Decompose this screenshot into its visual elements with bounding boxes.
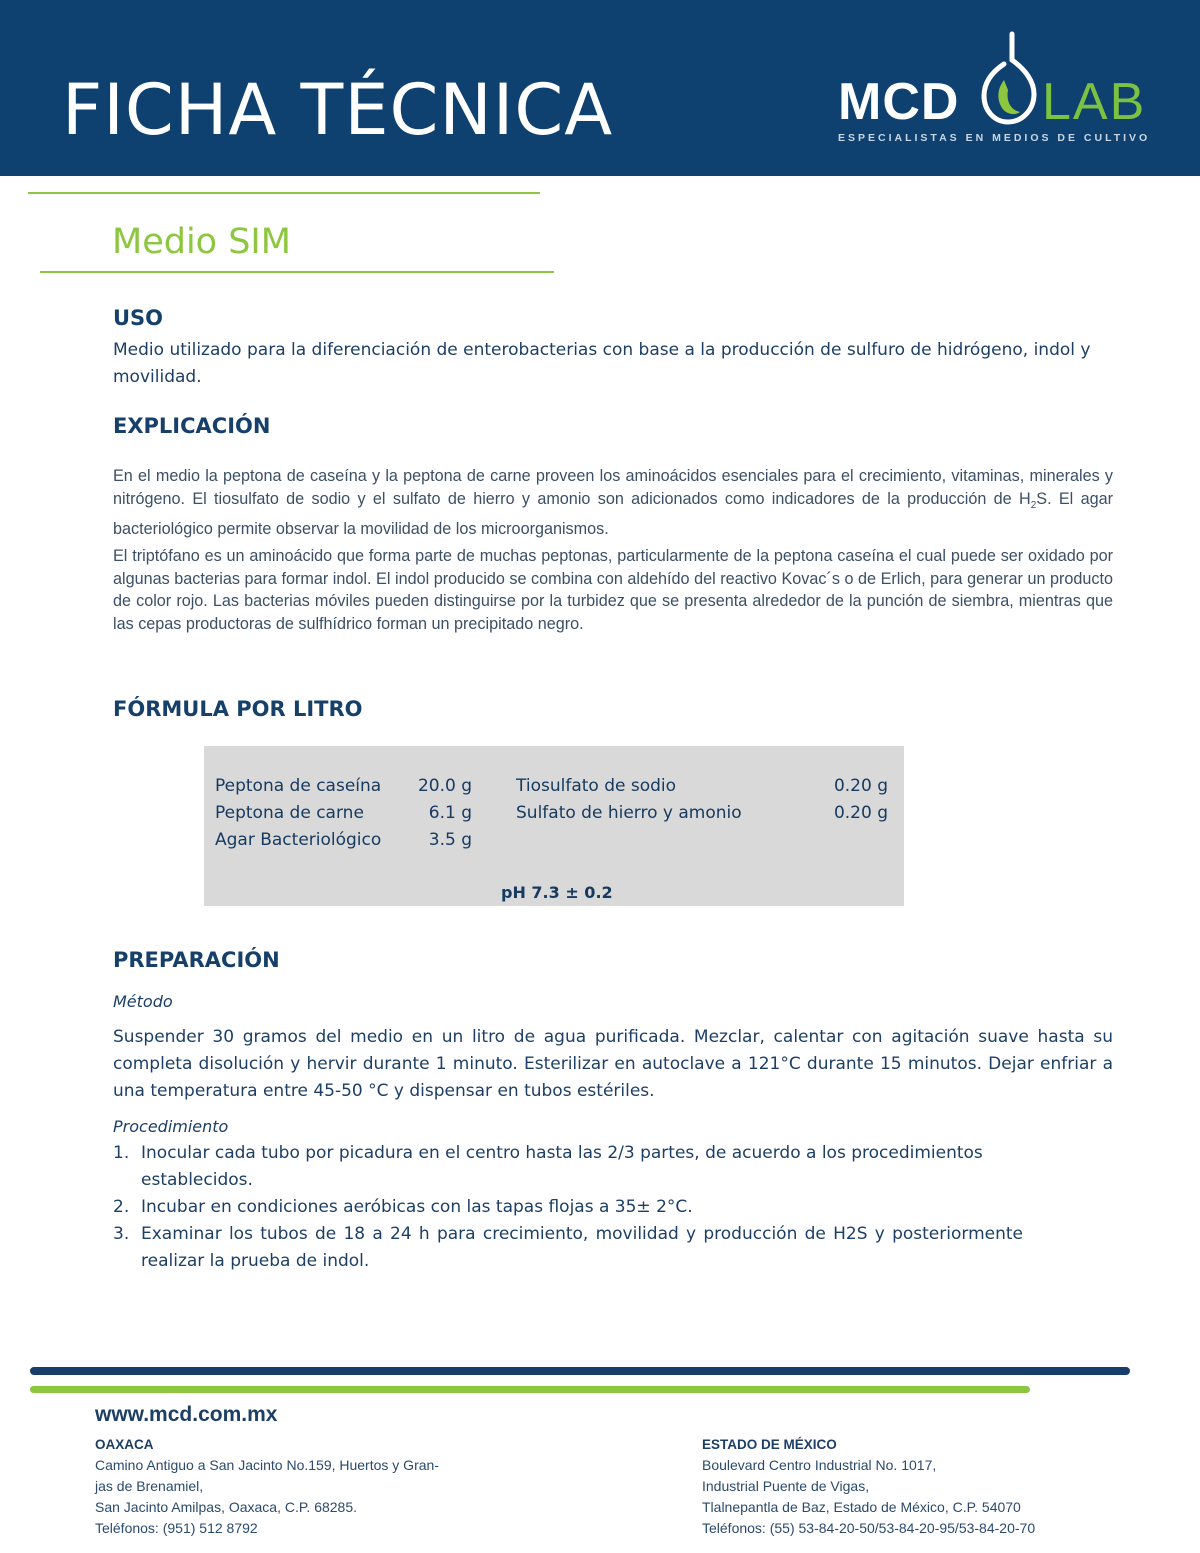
- explicacion-p1-start: En el medio la peptona de caseína y la peptona de carne proveen los aminoácidos esenciales para el crecimiento, vitaminas, minerales y nitrógeno. El tiosulfato de sodio y el sulfato de hierro y amonio son adicionados como indicadores de la producción de H: [113, 467, 1113, 508]
- explicacion-paragraph-2: El triptófano es un aminoácido que forma parte de muchas peptonas, particularmente de la peptona caseína el cual puede ser oxidado por algunas bacterias para formar indol. El indol producido se combina con aldehído del reactivo Kovac´s o de Erlich, para generar un producto de color rojo. Las bacterias móviles pueden distinguirse por la turbidez que se presenta alrededor de la punción de siembra, mientras que las cepas productoras de sulfhídrico forman un precipitado negro.: [113, 547, 1113, 634]
- step-text: Incubar en condiciones aeróbicas con las tapas flojas a 35± 2°C.: [141, 1197, 693, 1217]
- uso-text: Medio utilizado para la diferenciación de enterobacterias con base a la producción de sulfuro de hidrógeno, indol y movilidad.: [113, 340, 1091, 387]
- formula-ingredient: Peptona de carne: [215, 803, 364, 823]
- formula-amount: 20.0 g: [417, 776, 472, 796]
- edomex-phone: Teléfonos: (55) 53-84-20-50/53-84-20-95/53-84-20-70: [702, 1520, 1036, 1536]
- edomex-address-line: Boulevard Centro Industrial No. 1017,: [702, 1457, 937, 1473]
- document-title: FICHA TÉCNICA: [62, 69, 614, 151]
- preparacion-heading: PREPARACIÓN: [113, 948, 280, 972]
- step-text: Inocular cada tubo por picadura en el centro hasta las 2/3 partes, de acuerdo a los procedimientos establecidos.: [141, 1143, 983, 1190]
- step-number: 1.: [113, 1143, 130, 1163]
- metodo-text: Suspender 30 gramos del medio en un litro de agua purificada. Mezclar, calentar con agitación suave hasta su completa disolución y hervir durante 1 minuto. Esterilizar en autoclave a 121°C durante 15 minutos. Dejar enfriar a una temperatura entre 45-50 °C y dispensar en tubos estériles.: [113, 1027, 1113, 1101]
- formula-ingredient: Agar Bacteriológico: [215, 830, 382, 850]
- formula-amount: 3.5 g: [428, 830, 472, 850]
- footer-blue-bar: [30, 1367, 1130, 1375]
- logo-lab-text: LAB: [1042, 73, 1147, 131]
- title-bottom-rule: [40, 271, 554, 273]
- flask-drop-icon: [974, 30, 1044, 126]
- h2s-subscript: 2: [1030, 499, 1037, 511]
- procedimiento-list: [113, 1140, 1023, 1275]
- oaxaca-address-line: jas de Brenamiel,: [95, 1478, 204, 1494]
- explicacion-heading: EXPLICACIÓN: [113, 414, 271, 438]
- website-url: www.mcd.com.mx: [95, 1403, 278, 1426]
- formula-ph: pH 7.3 ± 0.2: [501, 883, 613, 902]
- logo-mcd-text: MCD: [838, 73, 960, 131]
- formula-amount: 0.20 g: [833, 803, 888, 823]
- oaxaca-address-line: San Jacinto Amilpas, Oaxaca, C.P. 68285.: [95, 1499, 358, 1515]
- procedimiento-step: [113, 1194, 1023, 1221]
- formula-table: [204, 746, 904, 906]
- procedimiento-step: [113, 1140, 1023, 1194]
- product-title: Medio SIM: [112, 222, 291, 262]
- formula-amount: 6.1 g: [428, 803, 472, 823]
- explicacion-p1-end: S. El agar bacteriológico permite observar la movilidad de los microorganismos.: [113, 489, 1114, 538]
- step-text: Examinar los tubos de 18 a 24 h para crecimiento, movilidad y producción de H2S y posteriormente realizar la prueba de indol.: [141, 1224, 1023, 1271]
- formula-amount: 0.20 g: [833, 776, 888, 796]
- oaxaca-address-line: Camino Antiguo a San Jacinto No.159, Huertos y Gran-: [95, 1457, 439, 1473]
- step-number: 3.: [113, 1224, 130, 1244]
- edomex-address-line: Industrial Puente de Vigas,: [702, 1478, 870, 1494]
- oaxaca-phone: Teléfonos: (951) 512 8792: [95, 1520, 258, 1536]
- formula-ingredient: Sulfato de hierro y amonio: [516, 803, 742, 823]
- header-banner: [0, 0, 1200, 176]
- explicacion-paragraph-1: [113, 465, 1113, 540]
- formula-ingredient: Peptona de caseína: [215, 776, 382, 796]
- formula-heading: FÓRMULA POR LITRO: [113, 697, 363, 721]
- title-top-rule: [28, 192, 540, 194]
- edomex-address-line: Tlalnepantla de Baz, Estado de México, C.P. 54070: [702, 1499, 1021, 1515]
- procedimiento-label: Procedimiento: [113, 1117, 229, 1136]
- logo-tagline: ESPECIALISTAS EN MEDIOS DE CULTIVO: [838, 132, 1151, 144]
- uso-heading: USO: [113, 306, 164, 330]
- mcd-lab-logo: [838, 30, 1158, 150]
- footer-green-bar: [30, 1386, 1030, 1393]
- formula-ingredient: Tiosulfato de sodio: [516, 776, 677, 796]
- metodo-label: Método: [113, 992, 173, 1011]
- step-number: 2.: [113, 1197, 130, 1217]
- procedimiento-step: [113, 1221, 1023, 1275]
- edomex-heading: ESTADO DE MÉXICO: [702, 1437, 837, 1452]
- oaxaca-heading: OAXACA: [95, 1437, 154, 1452]
